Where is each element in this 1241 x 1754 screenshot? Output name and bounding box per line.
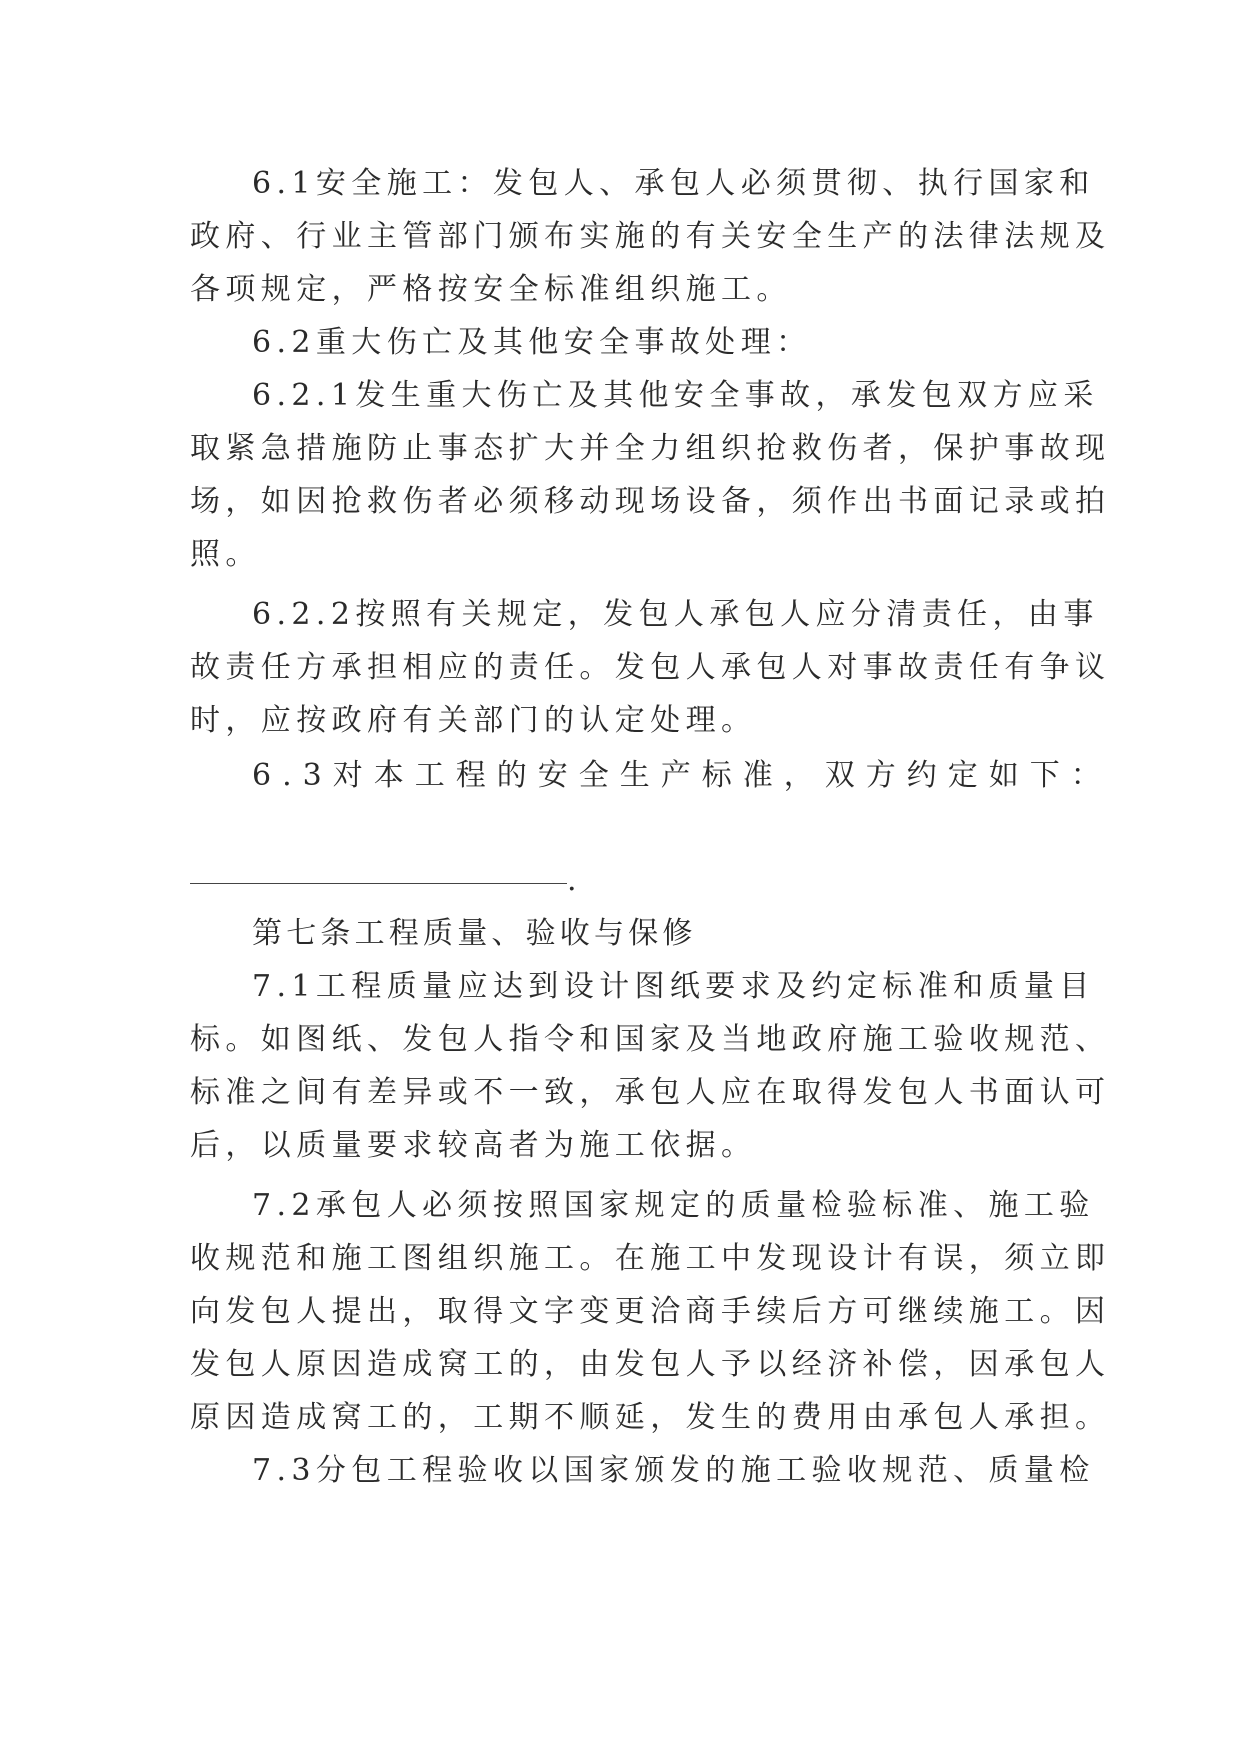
clause-7-1-line-2: 标。如图纸、发包人指令和国家及当地政府施工验收规范、 [190, 1022, 1111, 1057]
clause-6-2-2-line-1: 6.2.2按照有关规定，发包人承包人应分清责任，由事 [252, 597, 1099, 632]
clause-6-2-1-line-3: 场，如因抢救伤者必须移动现场设备，须作出书面记录或拍 [190, 484, 1111, 519]
fill-in-blank [190, 883, 567, 884]
clause-6-2-2-line-2: 故责任方承担相应的责任。发包人承包人对事故责任有争议 [190, 650, 1111, 685]
clause-7-1-line-4: 后，以质量要求较高者为施工依据。 [190, 1128, 757, 1163]
clause-6-1-line-2: 政府、行业主管部门颁布实施的有关安全生产的法律法规及 [190, 219, 1111, 254]
clause-7-2-line-2: 收规范和施工图组织施工。在施工中发现设计有误，须立即 [190, 1241, 1111, 1276]
clause-6-2-heading: 6.2重大伤亡及其他安全事故处理： [252, 325, 812, 360]
clause-6-3-line: 6.3对本工程的安全生产标准，双方约定如下： [252, 758, 1112, 793]
clause-6-2-1-line-4: 照。 [190, 537, 261, 572]
clause-7-1-line-1: 7.1工程质量应达到设计图纸要求及约定标准和质量目 [252, 969, 1095, 1004]
clause-6-1-line-1: 6.1安全施工：发包人、承包人必须贯彻、执行国家和 [252, 166, 1095, 201]
blank-period: . [567, 863, 577, 898]
clause-6-2-1-line-1: 6.2.1发生重大伤亡及其他安全事故，承发包双方应采 [252, 378, 1099, 413]
clause-7-3-line-1: 7.3分包工程验收以国家颁发的施工验收规范、质量检 [252, 1453, 1095, 1488]
clause-7-2-line-5: 原因造成窝工的，工期不顺延，发生的费用由承包人承担。 [190, 1400, 1111, 1435]
clause-7-2-line-3: 向发包人提出，取得文字变更洽商手续后方可继续施工。因 [190, 1294, 1111, 1329]
clause-6-2-2-line-3: 时，应按政府有关部门的认定处理。 [190, 703, 757, 738]
clause-7-2-line-1: 7.2承包人必须按照国家规定的质量检验标准、施工验 [252, 1188, 1095, 1223]
clause-6-3-blank [190, 861, 577, 901]
clause-7-1-line-3: 标准之间有差异或不一致，承包人应在取得发包人书面认可 [190, 1075, 1111, 1110]
clause-7-2-line-4: 发包人原因造成窝工的，由发包人予以经济补偿，因承包人 [190, 1347, 1111, 1382]
clause-6-2-1-line-2: 取紧急措施防止事态扩大并全力组织抢救伤者，保护事故现 [190, 431, 1111, 466]
article-7-heading: 第七条工程质量、验收与保修 [252, 916, 697, 951]
clause-6-1-line-3: 各项规定，严格按安全标准组织施工。 [190, 272, 792, 307]
